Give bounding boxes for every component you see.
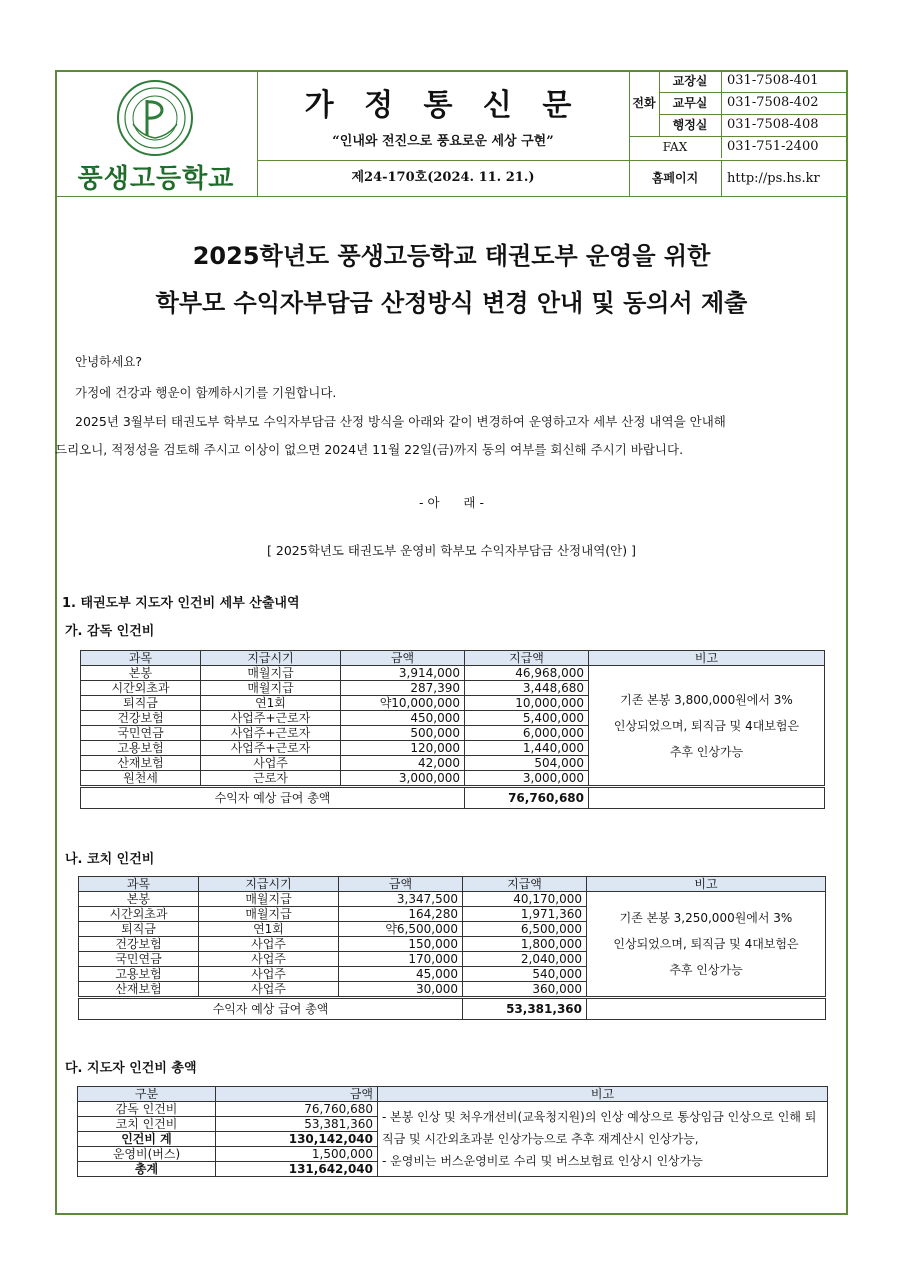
school-name: 풍생고등학교	[77, 164, 235, 194]
paragraph-1: 가정에 건강과 행운이 함께하시기를 기원합니다.	[75, 385, 337, 400]
table-cell: 40,170,000	[463, 892, 587, 907]
heading-total: 다. 지도자 인건비 총액	[65, 1061, 197, 1076]
table-cell: 6,500,000	[463, 922, 587, 937]
table-cell: 본봉	[81, 666, 201, 681]
table-cell: 500,000	[341, 726, 465, 741]
logo-cell	[55, 70, 258, 196]
col-header: 금액	[216, 1087, 378, 1102]
table-cell: 산재보험	[79, 982, 199, 998]
table-cell: 총계	[78, 1162, 216, 1177]
table-cell: 고용보험	[79, 967, 199, 982]
table-cell: 53,381,360	[463, 998, 587, 1020]
table-cell: 퇴직금	[81, 696, 201, 711]
table-cell: 1,500,000	[216, 1147, 378, 1162]
col-header: 과목	[81, 651, 201, 666]
table-cell	[589, 787, 825, 809]
table-cell: 45,000	[339, 967, 463, 982]
table-cell: 시간외초과	[79, 907, 199, 922]
table-cell: 사업주+근로자	[201, 711, 341, 726]
heading-1: 1. 태권도부 지도자 인건비 세부 산출내역	[62, 596, 300, 611]
coach-note: 기존 본봉 3,250,000원에서 3% 인상되었으며, 퇴직금 및 4대보험은 추후 인상가능	[587, 892, 826, 998]
table-cell: 국민연금	[79, 952, 199, 967]
table-cell: 3,347,500	[339, 892, 463, 907]
table-cell: 42,000	[341, 756, 465, 771]
school-seal-icon	[115, 78, 195, 158]
table-row	[78, 1102, 828, 1117]
contact-key: 행정실	[659, 114, 722, 136]
table-cell: 287,390	[341, 681, 465, 696]
table-cell: 산재보험	[81, 756, 201, 771]
table-cell: 30,000	[339, 982, 463, 998]
col-header: 과목	[79, 877, 199, 892]
col-header: 비고	[587, 877, 826, 892]
table-cell: 사업주	[201, 756, 341, 771]
school-slogan: “인내와 전진으로 풍요로운 세상 구현”	[332, 134, 554, 149]
fax-number: 031-751-2400	[727, 139, 819, 154]
table-cell: 본봉	[79, 892, 199, 907]
contact-value: 031-7508-408	[727, 117, 819, 132]
paragraph-2b: 드리오니, 적정성을 검토해 주시고 이상이 없으면 2024년 11월 22일(금)까지 동의 여부를 회신해 주시기 바랍니다.	[55, 442, 684, 457]
table-cell: 131,642,040	[216, 1162, 378, 1177]
table-cell: 360,000	[463, 982, 587, 998]
table-cell: 5,400,000	[465, 711, 589, 726]
document-number: 제24-170호(2024. 11. 21.)	[257, 160, 630, 196]
col-header: 지급액	[465, 651, 589, 666]
table-cell: 76,760,680	[465, 787, 589, 809]
table-cell: 사업주	[199, 982, 339, 998]
table-cell: 매월지급	[201, 666, 341, 681]
table-cell: 사업주+근로자	[201, 741, 341, 756]
table-cell: 사업주	[199, 967, 339, 982]
paragraph-2a: 2025년 3월부터 태권도부 학부모 수익자부담금 산정 방식을 아래와 같이 변경하여 운영하고자 세부 산정 내역을 안내해	[75, 414, 726, 429]
contact-key: 교장실	[659, 70, 722, 92]
table-cell: 3,914,000	[341, 666, 465, 681]
table-cell: 3,000,000	[465, 771, 589, 787]
table-cell: 1,971,360	[463, 907, 587, 922]
col-header: 금액	[339, 877, 463, 892]
heading-coach: 나. 코치 인건비	[65, 852, 155, 867]
table-row	[79, 892, 826, 907]
table-cell: 170,000	[339, 952, 463, 967]
table-cell: 130,142,040	[216, 1132, 378, 1147]
table-cell: 120,000	[341, 741, 465, 756]
table-cell: 10,000,000	[465, 696, 589, 711]
col-header: 지급시기	[201, 651, 341, 666]
table-cell: 연1회	[199, 922, 339, 937]
section-title: [ 2025학년도 태권도부 운영비 학부모 수익자부담금 산정내역(안) ]	[267, 543, 636, 558]
newsletter-title: 가 정 통 신 문	[304, 88, 582, 123]
contact-table	[629, 70, 848, 196]
contact-row	[629, 92, 848, 114]
table-cell: 국민연금	[81, 726, 201, 741]
table-cell: 사업주+근로자	[201, 726, 341, 741]
title-cell	[257, 70, 630, 161]
table-cell: 사업주	[199, 937, 339, 952]
below-marker: - 아 래 -	[419, 495, 484, 510]
col-header: 금액	[341, 651, 465, 666]
table-cell: 약10,000,000	[341, 696, 465, 711]
table-cell: 코치 인건비	[78, 1117, 216, 1132]
director-note: 기존 본봉 3,800,000원에서 3% 인상되었으며, 퇴직금 및 4대보험은 추후 인상가능	[589, 666, 825, 787]
table-row	[81, 666, 825, 681]
homepage-row	[629, 161, 848, 196]
table-cell: 164,280	[339, 907, 463, 922]
table-cell: 수익자 예상 급여 총액	[79, 998, 463, 1020]
phone-label: 전화	[629, 70, 660, 136]
table-cell: 150,000	[339, 937, 463, 952]
table-cell: 매월지급	[201, 681, 341, 696]
col-header: 비고	[589, 651, 825, 666]
col-header: 지급액	[463, 877, 587, 892]
col-header: 비고	[378, 1087, 828, 1102]
table-cell: 3,000,000	[341, 771, 465, 787]
heading-director: 가. 감독 인건비	[65, 624, 155, 639]
fax-label: FAX	[629, 136, 722, 158]
table-cell: 540,000	[463, 967, 587, 982]
table-cell: 약6,500,000	[339, 922, 463, 937]
coach-salary-table	[78, 876, 826, 1020]
homepage-url[interactable]: http://ps.hs.kr	[727, 171, 820, 186]
table-cell: 퇴직금	[79, 922, 199, 937]
table-cell: 46,968,000	[465, 666, 589, 681]
summary-note: - 본봉 인상 및 처우개선비(교육청지원)의 인상 예상으로 통상임금 인상으로 인해 퇴직금 및 시간외초과분 인상가능으로 추후 재계산시 인상가능, - 운영비는 버스운영비로 수리 및 버스보험료 인상시 인상가능	[378, 1102, 828, 1177]
fax-row	[629, 136, 848, 158]
table-cell: 450,000	[341, 711, 465, 726]
table-cell: 3,448,680	[465, 681, 589, 696]
table-cell: 근로자	[201, 771, 341, 787]
summary-table	[77, 1086, 828, 1177]
table-cell: 1,800,000	[463, 937, 587, 952]
table-cell: 1,440,000	[465, 741, 589, 756]
table-cell: 53,381,360	[216, 1117, 378, 1132]
col-header: 지급시기	[199, 877, 339, 892]
table-cell: 매월지급	[199, 892, 339, 907]
table-cell: 건강보험	[79, 937, 199, 952]
table-cell: 6,000,000	[465, 726, 589, 741]
letterhead	[55, 70, 848, 197]
table-cell: 수익자 예상 급여 총액	[81, 787, 465, 809]
table-cell: 감독 인건비	[78, 1102, 216, 1117]
table-cell: 시간외초과	[81, 681, 201, 696]
table-cell: 504,000	[465, 756, 589, 771]
col-header: 구분	[78, 1087, 216, 1102]
contact-value: 031-7508-402	[727, 95, 819, 110]
table-cell: 76,760,680	[216, 1102, 378, 1117]
contact-row	[629, 114, 848, 136]
table-cell	[587, 998, 826, 1020]
total-row	[79, 998, 826, 1020]
director-salary-table	[80, 650, 825, 809]
greeting: 안녕하세요?	[75, 354, 143, 369]
document-title-line1: 2025학년도 풍생고등학교 태권도부 운영을 위한	[192, 242, 711, 270]
table-cell: 2,040,000	[463, 952, 587, 967]
table-cell: 고용보험	[81, 741, 201, 756]
table-cell: 매월지급	[199, 907, 339, 922]
table-cell: 사업주	[199, 952, 339, 967]
document-title-line2: 학부모 수익자부담금 산정방식 변경 안내 및 동의서 제출	[155, 289, 748, 317]
table-cell: 원천세	[81, 771, 201, 787]
contact-key: 교무실	[659, 92, 722, 114]
table-cell: 건강보험	[81, 711, 201, 726]
table-cell: 인건비 계	[78, 1132, 216, 1147]
contact-value: 031-7508-401	[727, 73, 819, 88]
table-cell: 연1회	[201, 696, 341, 711]
contact-row	[629, 70, 848, 92]
homepage-label: 홈페이지	[629, 161, 722, 196]
total-row	[81, 787, 825, 809]
table-cell: 운영비(버스)	[78, 1147, 216, 1162]
